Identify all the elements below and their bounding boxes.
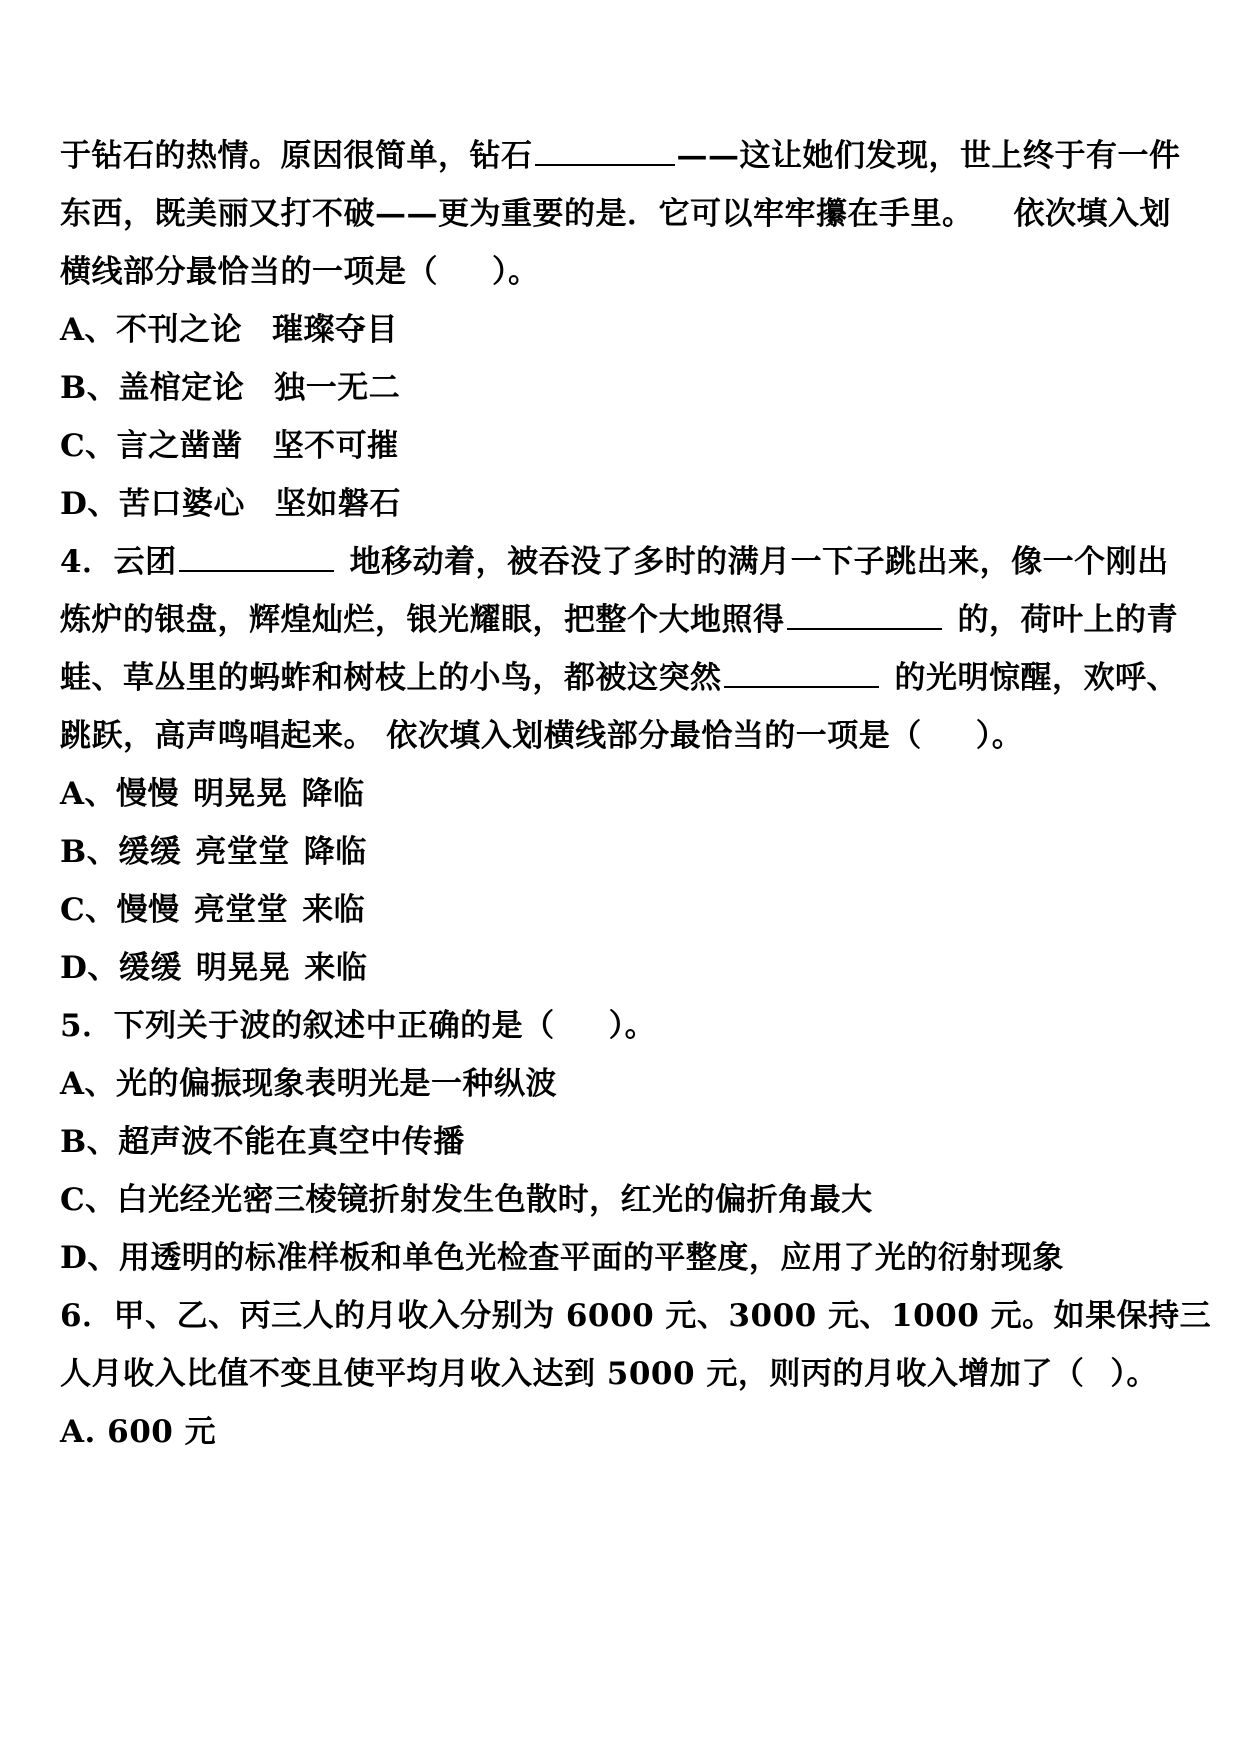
answer-blank [724, 656, 879, 688]
option-word: 璀璨夺目 [272, 312, 399, 348]
option-word: 明晃晃 [195, 950, 291, 986]
q5-option-b [60, 1120, 1180, 1164]
q5-text: 5．下列关于波的叙述中正确的是（ [60, 1008, 555, 1044]
option-text: A、光的偏振现象表明光是一种纵波 [60, 1066, 558, 1102]
q4-text: ）。 [975, 718, 1024, 754]
option-word: D、缓缓 [60, 950, 182, 986]
q6-stem-line-2 [60, 1352, 1180, 1396]
option-text: B、超声波不能在真空中传播 [60, 1124, 465, 1160]
q3-option-c [60, 424, 1180, 468]
q4-text: 地移动着，被吞没了多时的满月一下子跳出来，像一个刚出 [349, 544, 1169, 580]
q4-stem-line-4 [60, 714, 1180, 758]
q4-stem-line-2 [60, 598, 1180, 642]
option-word: 来临 [304, 950, 368, 986]
answer-blank [179, 540, 334, 572]
option-word: 坚如磐石 [274, 486, 401, 522]
q4-text: 跳跃，高声鸣唱起来。 依次填入划横线部分最恰当的一项是（ [60, 718, 922, 754]
q3-text: ）。 [492, 254, 540, 290]
q3-text: 东西，既美丽又打不破——更为重要的是．它可以牢牢攥在手里。 [60, 196, 974, 232]
answer-blank [535, 134, 675, 166]
q3-option-b [60, 366, 1180, 410]
q3-stem-line-2 [60, 192, 1180, 236]
q6-text: ）。 [1110, 1356, 1158, 1392]
q4-option-b [60, 830, 1180, 874]
option-word: 来临 [302, 892, 366, 928]
q5-option-c [60, 1178, 1180, 1222]
q4-option-c [60, 888, 1180, 932]
option-label: D、苦口婆心 [60, 486, 245, 522]
option-label: B、盖棺定论 [60, 370, 245, 406]
q6-stem-line-1 [60, 1294, 1212, 1338]
option-label: A、不刊之论 [60, 312, 243, 348]
q5-text: ）。 [608, 1008, 657, 1044]
q6-text: 6．甲、乙、丙三人的月收入分别为 6000 元、3000 元、1000 元。如果保持三 [60, 1298, 1212, 1334]
option-label: C、言之凿凿 [60, 428, 243, 464]
q3-text: 于钻石的热情。原因很简单，钻石 [60, 138, 533, 174]
q4-stem-line-1 [60, 540, 1180, 584]
q4-option-d [60, 946, 1180, 990]
q4-option-a [60, 772, 1180, 816]
q3-text: 横线部分最恰当的一项是（ [60, 254, 438, 290]
option-word: B、缓缓 [60, 834, 182, 870]
q4-text: 4．云团 [60, 544, 177, 580]
option-word: C、慢慢 [60, 892, 180, 928]
option-word: 降临 [301, 776, 365, 812]
option-text: A. 600 元 [60, 1414, 217, 1450]
q3-text: 依次填入划 [1013, 196, 1171, 232]
q3-text: ——这让她们发现，世上终于有一件 [676, 138, 1181, 174]
q4-stem-line-3 [60, 656, 1180, 700]
answer-blank [787, 598, 942, 630]
q3-option-d [60, 482, 1180, 526]
q4-text: 炼炉的银盘，辉煌灿烂，银光耀眼，把整个大地照得 [60, 602, 785, 638]
q5-stem [60, 1004, 1180, 1048]
q4-text: 的，荷叶上的青 [957, 602, 1178, 638]
option-word: 降临 [303, 834, 367, 870]
q6-option-a [60, 1410, 1180, 1454]
option-word: 坚不可摧 [272, 428, 399, 464]
option-text: D、用透明的标准样板和单色光检查平面的平整度，应用了光的衍射现象 [60, 1240, 1064, 1276]
option-word: 亮堂堂 [195, 834, 290, 870]
q5-option-d [60, 1236, 1180, 1280]
q3-stem-line-1 [60, 134, 1180, 178]
option-word: 亮堂堂 [193, 892, 289, 928]
q4-text: 蛙、草丛里的蚂蚱和树枝上的小鸟，都被这突然 [60, 660, 722, 696]
option-word: 独一无二 [274, 370, 401, 406]
option-word: A、慢慢 [60, 776, 180, 812]
q6-text: 人月收入比值不变且使平均月收入达到 5000 元，则丙的月收入增加了（ [60, 1356, 1085, 1392]
option-text: C、白光经光密三棱镜折射发生色散时，红光的偏折角最大 [60, 1182, 873, 1218]
option-word: 明晃晃 [193, 776, 288, 812]
q3-stem-line-3 [60, 250, 1180, 294]
q5-option-a [60, 1062, 1180, 1106]
q4-text: 的光明惊醒，欢呼、 [894, 660, 1178, 696]
q3-option-a [60, 308, 1180, 352]
